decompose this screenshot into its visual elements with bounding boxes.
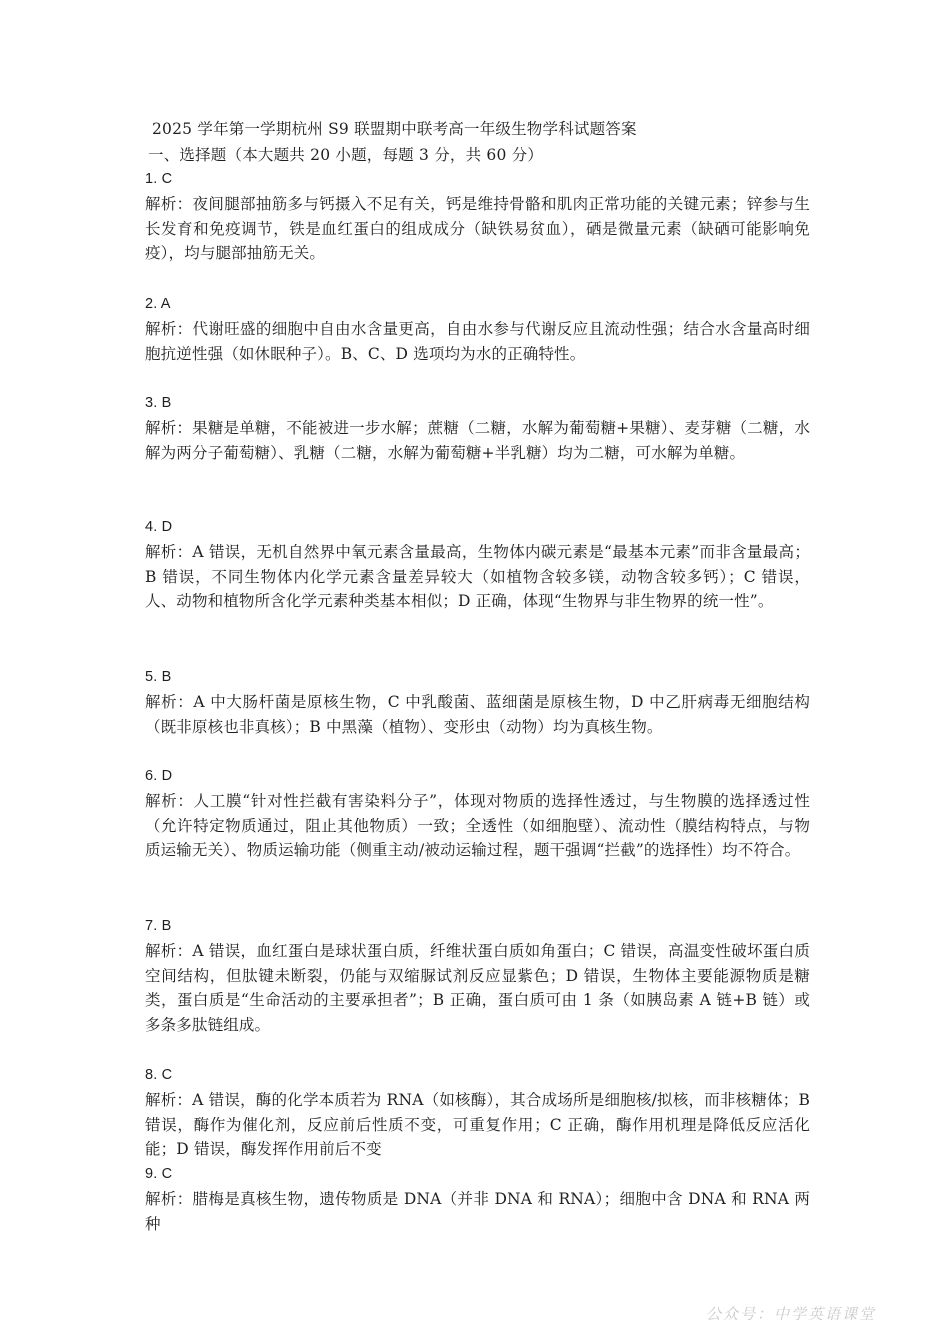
question-block-1	[145, 167, 810, 266]
question-block-8	[145, 1063, 810, 1162]
question-answer-number: 5. B	[145, 669, 172, 685]
question-block-4	[145, 515, 810, 614]
question-answer-number: 7. B	[145, 918, 172, 934]
question-answer-number: 2. A	[145, 296, 171, 312]
question-block-5	[145, 665, 810, 739]
question-explanation: 解析：人工膜“针对性拦截有害染料分子”，体现对物质的选择性透过，与生物膜的选择透过性（允许特定物质通过，阻止其他物质）一致；全透性（如细胞壁）、流动性（膜结构特点，与物质运输无关）、物质运输功能（侧重主动/被动运输过程，题干强调“拦截”的选择性）均不符合。	[145, 791, 810, 860]
question-answer-number: 8. C	[145, 1067, 173, 1083]
question-explanation: 解析：代谢旺盛的细胞中自由水含量更高，自由水参与代谢反应且流动性强；结合水含量高时细胞抗逆性强（如休眠种子）。B、C、D 选项均为水的正确特性。	[145, 319, 810, 363]
question-explanation: 解析：夜间腿部抽筋多与钙摄入不足有关，钙是维持骨骼和肌肉正常功能的关键元素；锌参与生长发育和免疫调节，铁是血红蛋白的组成成分（缺铁易贫血），硒是微量元素（缺硒可能影响免疫），均与腿部抽筋无关。	[145, 194, 810, 263]
question-block-7	[145, 914, 810, 1038]
question-explanation: 解析：腊梅是真核生物，遗传物质是 DNA（并非 DNA 和 RNA）；细胞中含 DNA 和 RNA 两种	[145, 1189, 810, 1233]
section-heading: 一、选择题（本大题共 20 小题，每题 3 分，共 60 分）	[148, 146, 544, 164]
question-block-2	[145, 292, 810, 366]
question-block-3	[145, 391, 810, 465]
question-answer-number: 6. D	[145, 768, 173, 784]
document-title: 2025 学年第一学期杭州 S9 联盟期中联考高一年级生物学科试题答案	[152, 120, 637, 138]
question-block-9	[145, 1162, 810, 1236]
question-answer-number: 3. B	[145, 395, 172, 411]
question-answer-number: 1. C	[145, 171, 173, 187]
question-explanation: 解析：A 中大肠杆菌是原核生物，C 中乳酸菌、蓝细菌是原核生物，D 中乙肝病毒无细胞结构（既非原核也非真核）；B 中黑藻（植物）、变形虫（动物）均为真核生物。	[145, 692, 810, 736]
question-explanation: 解析：果糖是单糖，不能被进一步水解；蔗糖（二糖，水解为葡萄糖+果糖）、麦芽糖（二糖，水解为两分子葡萄糖）、乳糖（二糖，水解为葡萄糖+半乳糖）均为二糖，可水解为单糖。	[145, 418, 810, 462]
question-explanation: 解析：A 错误，血红蛋白是球状蛋白质，纤维状蛋白质如角蛋白；C 错误，高温变性破坏蛋白质空间结构，但肽键未断裂，仍能与双缩脲试剂反应显紫色；D 错误，生物体主要能源物质是糖类，蛋白质是“生命活动的主要承担者”；B 正确，蛋白质可由 1 条（如胰岛素 A 链+B 链）或多条多肽链组成。	[145, 941, 810, 1035]
question-answer-number: 9. C	[145, 1166, 173, 1182]
question-block-6	[145, 764, 810, 863]
question-answer-number: 4. D	[145, 519, 173, 535]
question-explanation: 解析：A 错误，无机自然界中氧元素含量最高，生物体内碳元素是“最基本元素”而非含量最高；B 错误，不同生物体内化学元素含量差异较大（如植物含较多镁，动物含较多钙）；C 错误，人、动物和植物所含化学元素种类基本相似；D 正确，体现“生物界与非生物界的统一性”。	[145, 542, 810, 611]
question-explanation: 解析：A 错误，酶的化学本质若为 RNA（如核酶），其合成场所是细胞核/拟核，而非核糖体；B 错误，酶作为催化剂，反应前后性质不变，可重复作用；C 正确，酶作用机理是降低反应活化能；D 错误，酶发挥作用前后不变	[145, 1090, 810, 1159]
watermark-text: 公众号：中学英语课堂	[705, 1305, 876, 1323]
